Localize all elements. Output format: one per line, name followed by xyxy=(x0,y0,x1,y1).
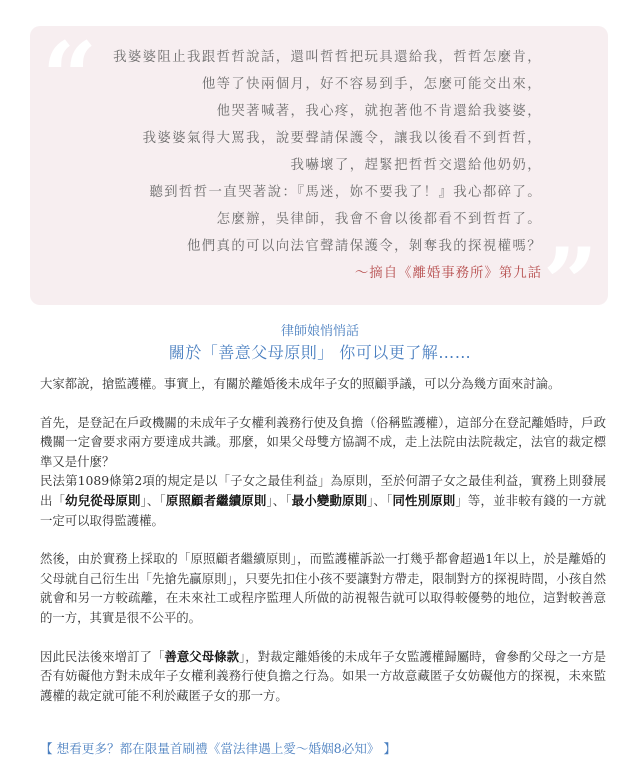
text: 」、「 xyxy=(367,492,393,508)
quote-line: 他等了快兩個月，好不容易到手，怎麼可能交出來， xyxy=(201,77,542,92)
open-quote-icon: “ xyxy=(42,21,98,134)
quote-line: 怎麼辦，吳律師，我會不會以後都看不到哲哲了。 xyxy=(216,212,542,227)
quote-text xyxy=(62,44,542,281)
paragraph-first-come: 然後，由於實務上採取的「原照顧者繼續原則」，而監護權訴訟一打幾乎都會超過1年以上，於是離婚的父母就自己衍生出「先搶先贏原則」，只要先扣住小孩不要讓對方帶走，限制對方的探視時間，小孩自然就會和另一方較疏離，在未來社工或程序監理人所做的訪視報告就可以取得較優勢的地位，這對較善意的一方，其實是很不公平的。 xyxy=(40,551,606,625)
bold-principle-continuity: 原照顧者繼續原則 xyxy=(165,492,267,508)
bold-principle-maternal: 幼兒從母原則 xyxy=(65,492,141,508)
text: 因此民法後來增訂了「 xyxy=(40,648,165,664)
paragraph-intro: 大家都說，搶監護權。事實上，有關於離婚後未成年子女的照顧爭議，可以分為幾方面來討論。 xyxy=(40,376,561,391)
quote-line: 聽到哲哲一直哭著說：『馬迷，妳不要我了！』我心都碎了。 xyxy=(149,185,542,200)
quote-line: 我婆婆阻止我跟哲哲說話，還叫哲哲把玩具還給我，哲哲怎麼肯， xyxy=(113,50,542,65)
text: 」、「 xyxy=(140,492,166,508)
quote-source: ～摘自《離婚事務所》第九話 xyxy=(354,266,542,281)
paragraph-good-faith xyxy=(40,647,606,706)
read-more-link[interactable]: 【 想看更多？都在限量首刷禮《當法律遇上愛～婚姻8必知》 】 xyxy=(40,741,397,756)
quote-line: 我嚇壞了，趕緊把哲哲交還給他奶奶， xyxy=(290,158,542,173)
text: 」等，並非較有錢的一方就一定可以取得監護權。 xyxy=(40,492,607,528)
article-body xyxy=(40,374,606,724)
text: 」，對裁定離婚後的未成年子女監護權歸屬時，會參酌父母之一方是否有妨礙他方對未成年子女權利義務行使負擔之行為。如果一方故意藏匿子女妨礙他方的探視，未來監護權的裁定就可能不利於藏匿子女的那一方。 xyxy=(40,648,606,703)
quote-line: 他哭著喊著，我心疼，就抱著他不肯還給我婆婆， xyxy=(216,104,542,119)
quote-line: 我婆婆氣得大罵我，說要聲請保護令，讓我以後看不到哲哲， xyxy=(142,131,542,146)
bold-good-faith-clause: 善意父母條款 xyxy=(164,648,240,664)
close-quote-icon: ” xyxy=(542,227,598,340)
paragraph-custody-registration: 首先，是登記在戶政機關的未成年子女權利義務行使及負擔（俗稱監護權），這部分在登記離婚時，戶政機關一定會要求兩方要達成共識。那麼，如果父母雙方協調不成，走上法院由法院裁定，法官的裁定標準又是什麼？ xyxy=(40,414,606,469)
paragraph-best-interest xyxy=(40,471,606,530)
quote-line: 他們真的可以向法官聲請保護令，剝奪我的探視權嗎？ xyxy=(187,239,542,254)
text: 」、「 xyxy=(266,492,292,508)
bold-principle-minimal-change: 最小變動原則 xyxy=(291,492,368,508)
section-subtitle: 律師娘悄悄話 xyxy=(280,324,359,339)
section-title: 關於「善意父母原則」 你可以更了解…… xyxy=(168,343,472,362)
bold-principle-same-gender: 同性別原則 xyxy=(392,492,456,508)
text: 民法第1089條第2項的規定是以「子女之最佳利益」為原則，至於何謂子女之最佳利益，實務上則發展出「 xyxy=(40,473,606,508)
